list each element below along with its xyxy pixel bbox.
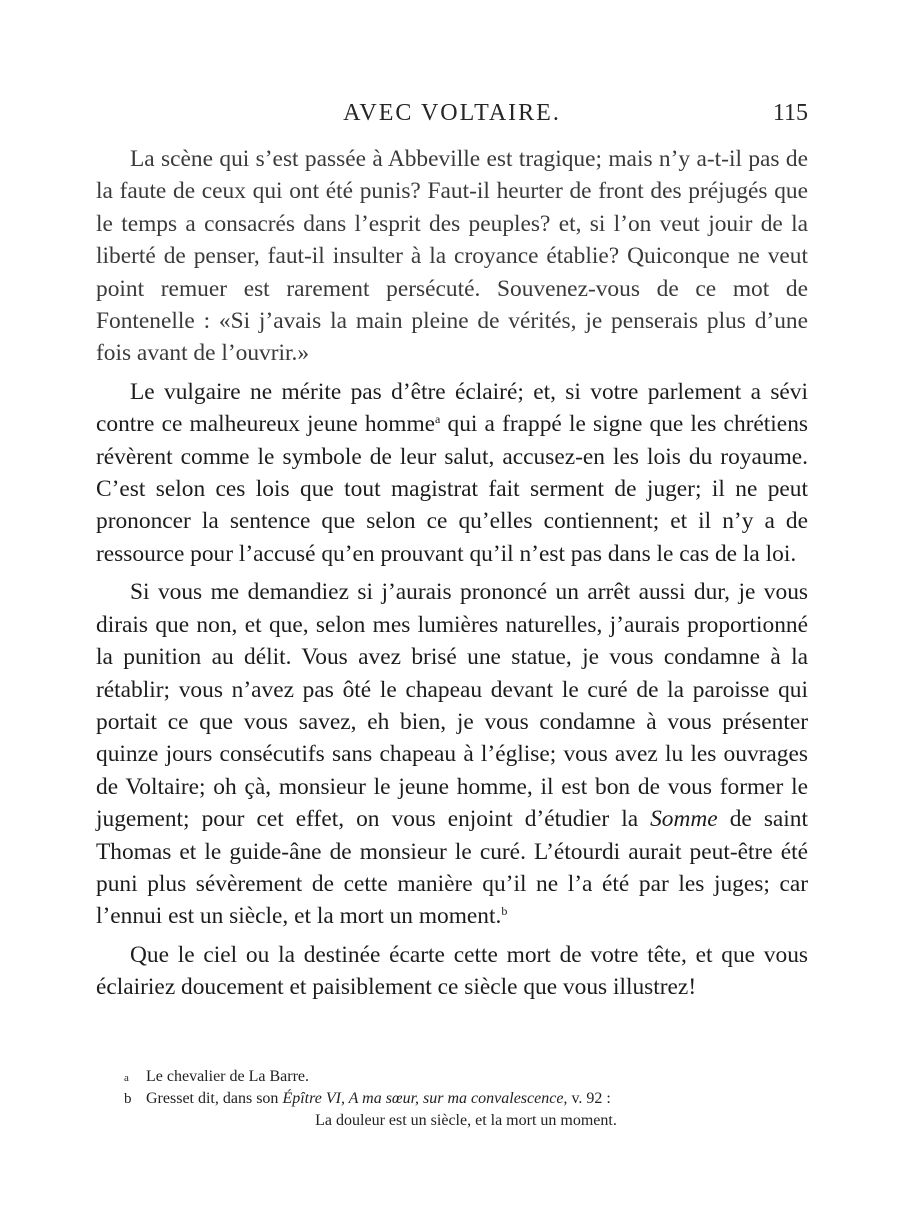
- book-title-somme: Somme: [650, 806, 718, 833]
- footnote-a: [96, 1066, 808, 1088]
- paragraph-1-text: La scène qui s’est passée à Abbeville est tragique; mais n’y a-t-il pas de la faute de ceux qui ont été punis? Faut-il heurter de front des préjugés que le temps a consacrés dans l’esprit des peuples? et, si l’on veut jouir de la liberté de penser, faut-il insulter à la croyance établie? Quiconque ne veut point remuer est rarement persécuté. Souvenez-vous de ce mot de Fontenelle : «Si j’avais la main pleine de vérités, je penserais plus d’une fois avant de l’ouvrir.»: [96, 146, 808, 367]
- running-head: [96, 100, 808, 130]
- paragraph-2-text-start: Le vulgaire ne mérite pas d’être éclairé; et, si votre parlement a sévi contre ce malheureux jeune homme: [96, 378, 808, 438]
- footnote-b-text-start: Gresset dit, dans son: [146, 1090, 283, 1107]
- footnote-ref-a: a: [435, 412, 441, 427]
- chapter-title: AVEC VOLTAIRE.: [343, 100, 561, 126]
- paragraph-3-text-start: Si vous me demandiez si j’aurais prononcé un arrêt aussi dur, je vous dirais que non, et que, selon mes lumières naturelles, j’aurais proportionné la punition au délit. Vous avez brisé une statue, je vous condamne à la rétablir; vous n’avez pas ôté le chapeau devant le curé de la paroisse qui portait ce que vous savez, eh bien, je vous condamne à vous présenter quinze jours consécutifs sans chapeau à l’église; vous avez lu les ouvrages de Voltaire; oh çà, monsieur le jeune homme, il est bon de vous former le jugement; pour cet effet, on vous enjoint d’étudier la: [96, 579, 808, 833]
- footnotes: [96, 1066, 808, 1132]
- body-text: [96, 143, 808, 1010]
- page-number: 115: [772, 100, 808, 126]
- paragraph-4: [96, 939, 808, 1004]
- paragraph-3: [96, 576, 808, 932]
- footnote-b-work-title: Épître VI, A ma sœur, sur ma convalescence,: [282, 1090, 568, 1107]
- footnote-ref-b: b: [501, 904, 508, 919]
- paragraph-2-text-end: qui a frappé le signe que les chrétiens révèrent comme le symbole de leur salut, accusez-en les lois du royaume. C’est selon ces lois que tout magistrat fait serment de juger; il ne peut prononcer la sentence que selon ce qu’elles contiennent; et il n’y a de ressource pour l’accusé qu’en prouvant qu’il n’est pas dans le cas de la loi.: [96, 411, 808, 567]
- footnote-a-mark: a: [124, 1072, 129, 1084]
- paragraph-4-text: Que le ciel ou la destinée écarte cette mort de votre tête, et que vous éclairiez doucement et paisiblement ce siècle que vous illustrez!: [96, 941, 808, 1001]
- footnote-b: [96, 1088, 808, 1110]
- footnote-a-text: Le chevalier de La Barre.: [146, 1068, 310, 1085]
- paragraph-1: [96, 143, 808, 370]
- paragraph-2: [96, 376, 808, 570]
- footnote-b-text-end: v. 92 :: [567, 1090, 611, 1107]
- paragraph-3-text-end: de saint Thomas et le guide-âne de monsieur le curé. L’étourdi aurait peut-être été puni plus sévèrement de cette manière qu’il ne l’a été par les juges; car l’ennui est un siècle, et la mort un moment.: [96, 806, 808, 930]
- footnote-b-verse: La douleur est un siècle, et la mort un moment.: [315, 1112, 617, 1129]
- footnote-b-mark: b: [124, 1091, 132, 1107]
